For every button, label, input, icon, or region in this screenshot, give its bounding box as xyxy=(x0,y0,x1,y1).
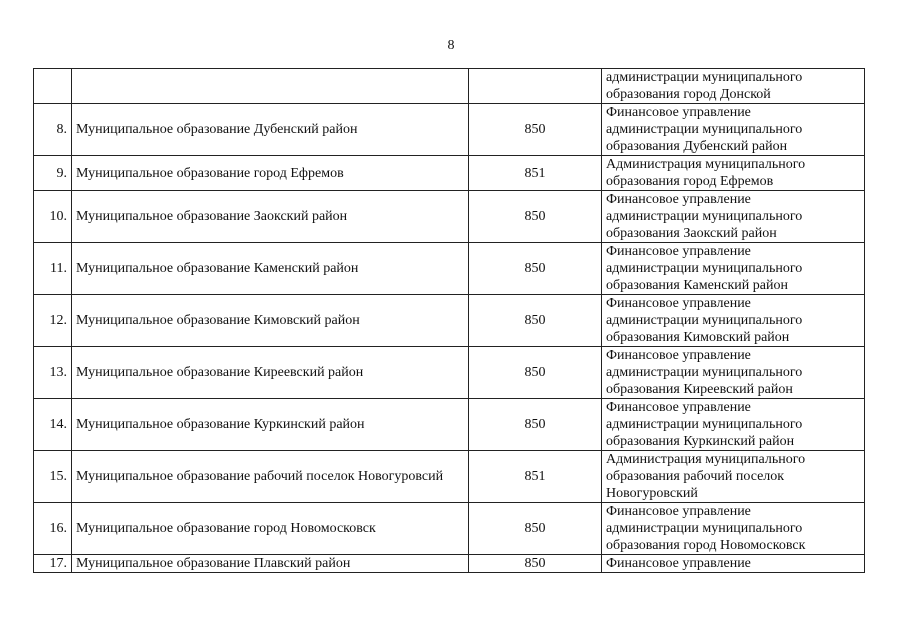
organization-cell xyxy=(602,156,865,191)
organization-line: Финансовое управление xyxy=(606,105,751,120)
organization-line: образования город Ефремов xyxy=(606,174,774,189)
municipality-name: Муниципальное образование город Новомосковск xyxy=(72,503,469,555)
table-row xyxy=(34,104,865,156)
municipality-name: Муниципальное образование город Ефремов xyxy=(72,156,469,191)
organization-line: администрации муниципального xyxy=(606,70,803,85)
organization-cell xyxy=(602,451,865,503)
table-row xyxy=(34,399,865,451)
row-number: 13. xyxy=(34,347,72,399)
budget-code: 851 xyxy=(469,156,602,191)
organization-cell xyxy=(602,347,865,399)
budget-code: 850 xyxy=(469,347,602,399)
organization-line: Финансовое управление xyxy=(606,296,751,311)
organization-line: Администрация муниципального xyxy=(606,452,806,467)
budget-code: 850 xyxy=(469,104,602,156)
organization-line: Финансовое управление xyxy=(606,244,751,259)
organization-line: администрации муниципального xyxy=(606,209,803,224)
table-row xyxy=(34,295,865,347)
municipality-name: Муниципальное образование рабочий поселок Новогуровсий xyxy=(72,451,469,503)
budget-code: 850 xyxy=(469,555,602,573)
organization-line: Новогуровский xyxy=(606,486,698,501)
table-row xyxy=(34,503,865,555)
budget-code: 850 xyxy=(469,243,602,295)
budget-code: 850 xyxy=(469,191,602,243)
organization-line: администрации муниципального xyxy=(606,261,803,276)
table-row xyxy=(34,243,865,295)
municipality-name: Муниципальное образование Куркинский район xyxy=(72,399,469,451)
organization-line: образования Кимовский район xyxy=(606,330,790,345)
table-row xyxy=(34,156,865,191)
organization-line: Финансовое управление xyxy=(606,192,751,207)
organization-line: Финансовое управление xyxy=(606,400,751,415)
municipal-table xyxy=(33,68,865,573)
row-number: 9. xyxy=(34,156,72,191)
row-number xyxy=(34,69,72,104)
organization-line: образования Каменский район xyxy=(606,278,788,293)
row-number: 15. xyxy=(34,451,72,503)
municipality-name xyxy=(72,69,469,104)
organization-cell xyxy=(602,399,865,451)
organization-cell xyxy=(602,104,865,156)
organization-line: образования Заокский район xyxy=(606,226,777,241)
row-number: 12. xyxy=(34,295,72,347)
organization-cell xyxy=(602,243,865,295)
organization-line: образования Киреевский район xyxy=(606,382,793,397)
municipality-name: Муниципальное образование Кимовский район xyxy=(72,295,469,347)
organization-line: образования Куркинский район xyxy=(606,434,795,449)
municipality-name: Муниципальное образование Дубенский район xyxy=(72,104,469,156)
organization-line: образования город Донской xyxy=(606,87,771,102)
organization-line: администрации муниципального xyxy=(606,122,803,137)
organization-line: Финансовое управление xyxy=(606,556,751,571)
row-number: 8. xyxy=(34,104,72,156)
organization-cell xyxy=(602,191,865,243)
row-number: 14. xyxy=(34,399,72,451)
page-number: 8 xyxy=(447,38,455,53)
organization-line: образования рабочий поселок xyxy=(606,469,785,484)
table-row xyxy=(34,191,865,243)
organization-cell xyxy=(602,69,865,104)
organization-line: Финансовое управление xyxy=(606,348,751,363)
municipality-name: Муниципальное образование Киреевский район xyxy=(72,347,469,399)
budget-code: 850 xyxy=(469,399,602,451)
organization-line: администрации муниципального xyxy=(606,417,803,432)
budget-code: 850 xyxy=(469,295,602,347)
table-row xyxy=(34,451,865,503)
organization-line: администрации муниципального xyxy=(606,365,803,380)
table-row xyxy=(34,69,865,104)
organization-line: администрации муниципального xyxy=(606,313,803,328)
budget-code: 850 xyxy=(469,503,602,555)
organization-line: образования Дубенский район xyxy=(606,139,788,154)
table-body xyxy=(34,69,865,573)
organization-cell xyxy=(602,295,865,347)
organization-line: администрации муниципального xyxy=(606,521,803,536)
organization-cell xyxy=(602,503,865,555)
organization-cell xyxy=(602,555,865,573)
table-row xyxy=(34,347,865,399)
budget-code: 851 xyxy=(469,451,602,503)
organization-line: образования город Новомосковск xyxy=(606,538,806,553)
table-row xyxy=(34,555,865,573)
row-number: 17. xyxy=(34,555,72,573)
budget-code xyxy=(469,69,602,104)
municipality-name: Муниципальное образование Заокский район xyxy=(72,191,469,243)
row-number: 10. xyxy=(34,191,72,243)
organization-line: Администрация муниципального xyxy=(606,157,806,172)
municipality-name: Муниципальное образование Плавский район xyxy=(72,555,469,573)
row-number: 16. xyxy=(34,503,72,555)
row-number: 11. xyxy=(34,243,72,295)
municipality-name: Муниципальное образование Каменский район xyxy=(72,243,469,295)
organization-line: Финансовое управление xyxy=(606,504,751,519)
